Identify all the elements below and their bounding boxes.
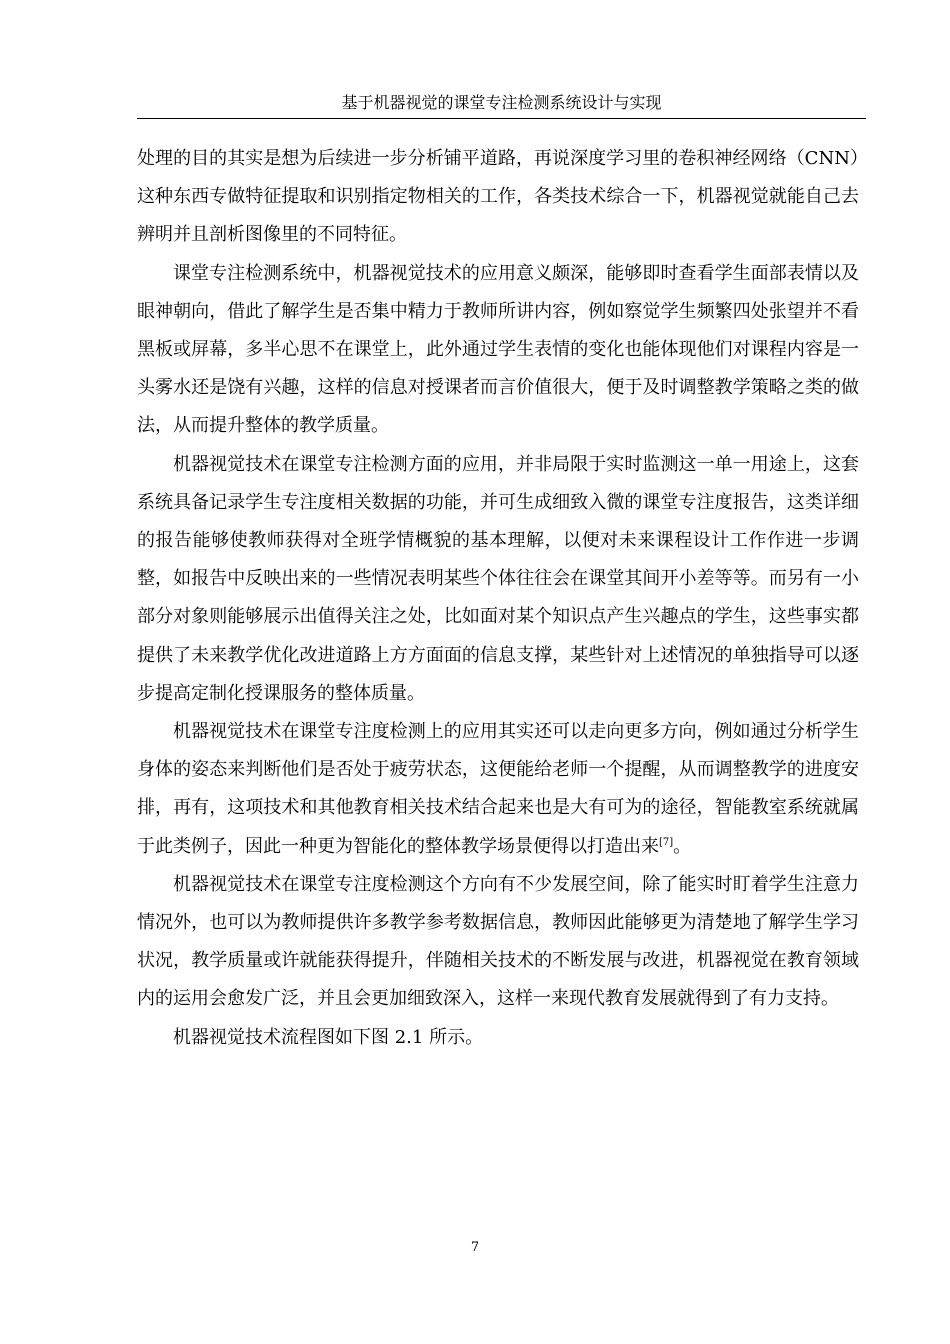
paragraph-3: 机器视觉技术在课堂专注检测方面的应用，并非局限于实时监测这一单一用途上，这套系统具备记录学生专注度相关数据的功能，并可生成细致入微的课堂专注度报告，这类详细的报告能够使教师获得对全班学情概貌的基本理解，以便对未来课程设计工作作进一步调整，如报告中反映出来的一些情况表明某些个体往往会在课堂其间开小差等等。而另有一小部分对象则能够展示出值得关注之处，比如面对某个知识点产生兴趣点的学生，这些事实都提供了未来教学优化改进道路上方方面面的信息支撑，某些针对上述情况的单独指导可以逐步提高定制化授课服务的整体质量。 [137, 453, 859, 704]
header-title: 基于机器视觉的课堂专注检测系统设计与实现 [341, 93, 662, 112]
paragraph-4-text: 机器视觉技术在课堂专注度检测上的应用其实还可以走向更多方向，例如通过分析学生身体的姿态来判断他们是否处于疲劳状态，这便能给老师一个提醒，从而调整教学的进度安排，再有，这项技术和其他教育相关技术结合起来也是大有可为的途径，智能教室系统就属于此类例子，因此一种更为智能化的整体教学场景便得以打造出来 [137, 721, 859, 857]
citation-ref: [7] [659, 836, 674, 848]
paragraph-5: 机器视觉技术在课堂专注度检测这个方向有不少发展空间，除了能实时盯着学生注意力情况外，也可以为教师提供许多教学参考数据信息，教师因此能够更为清楚地了解学生学习状况，教学质量或许就能获得提升，伴随相关技术的不断发展与改进，机器视觉在教育领域内的运用会愈发广泛，并且会更加细致深入，这样一来现代教育发展就得到了有力支持。 [137, 873, 859, 1010]
paragraph-2: 课堂专注检测系统中，机器视觉技术的应用意义颇深，能够即时查看学生面部表情以及眼神朝向，借此了解学生是否集中精力于教师所讲内容，例如察觉学生频繁四处张望并不看黑板或屏幕，多半心思不在课堂上，此外通过学生表情的变化也能体现他们对课程内容是一头雾水还是饶有兴趣，这样的信息对授课者而言价值很大，便于及时调整教学策略之类的做法，从而提升整体的教学质量。 [137, 262, 859, 437]
paragraph-4 [137, 713, 859, 866]
running-header [137, 92, 866, 119]
page-number: 7 [470, 1240, 480, 1255]
body-text [137, 140, 859, 1057]
paragraph-6: 机器视觉技术流程图如下图 2.1 所示。 [173, 1026, 484, 1048]
paragraph-4-tail: 。 [673, 835, 692, 857]
paragraph-1: 处理的目的其实是想为后续进一步分析铺平道路，再说深度学习里的卷积神经网络（CNN）这种东西专做特征提取和识别指定物相关的工作，各类技术综合一下，机器视觉就能自己去辨明并且剖析图像里的不同特征。 [137, 148, 859, 246]
